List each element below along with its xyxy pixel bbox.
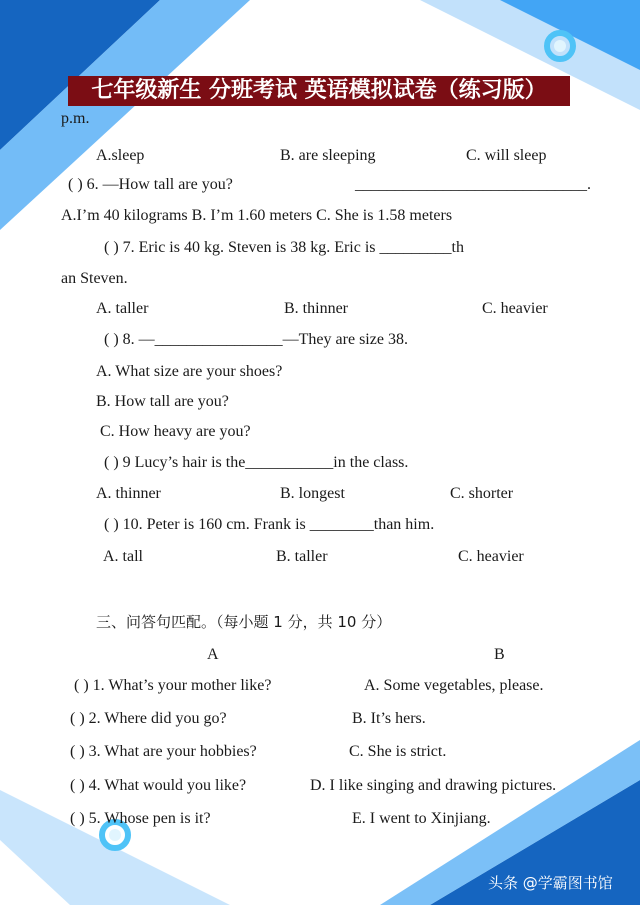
question-6-answer-blank: _____________________________. (355, 176, 591, 193)
section-3-heading: 三、问答句匹配。（每小题 1 分，共 10 分） (96, 613, 392, 631)
option-c-heavier-10: C. heavier (458, 548, 524, 565)
option-b-longest: B. longest (280, 485, 345, 502)
question-7-continued: an Steven. (61, 270, 128, 287)
option-a-what-size: A. What size are your shoes? (96, 363, 283, 380)
line-pm: p.m. (61, 110, 90, 127)
question-8: ( ) 8. —________________—They are size 38. (104, 331, 408, 348)
option-a-taller: A. taller (96, 300, 149, 317)
option-a-tall: A. tall (103, 548, 143, 565)
match-question-2: ( ) 2. Where did you go? (70, 710, 227, 727)
match-answer-a: A. Some vegetables, please. (364, 677, 544, 694)
option-c-how-heavy: C. How heavy are you? (100, 423, 251, 440)
column-a-header: A (207, 646, 219, 663)
option-b-are-sleeping: B. are sleeping (280, 147, 376, 164)
match-answer-e: E. I went to Xinjiang. (352, 810, 491, 827)
column-b-header: B (494, 646, 505, 663)
option-a-sleep: A.sleep (96, 147, 145, 164)
option-b-thinner: B. thinner (284, 300, 348, 317)
watermark-text: 头条 @学霸图书馆 (488, 874, 613, 892)
question-9: ( ) 9 Lucy’s hair is the___________in the class. (104, 454, 409, 471)
option-b-how-tall: B. How tall are you? (96, 393, 229, 410)
match-question-5: ( ) 5. Whose pen is it? (70, 810, 211, 827)
option-c-heavier: C. heavier (482, 300, 548, 317)
option-c-shorter: C. shorter (450, 485, 514, 502)
match-question-3: ( ) 3. What are your hobbies? (70, 743, 257, 760)
option-a-thinner: A. thinner (96, 485, 161, 502)
option-c-will-sleep: C. will sleep (466, 147, 547, 164)
question-7: ( ) 7. Eric is 40 kg. Steven is 38 kg. Eric is _________th (104, 239, 464, 256)
match-answer-d: D. I like singing and drawing pictures. (310, 777, 557, 794)
question-6-options: A.I’m 40 kilograms B. I’m 1.60 meters C. She is 1.58 meters (61, 207, 453, 224)
match-question-1: ( ) 1. What’s your mother like? (74, 677, 272, 694)
match-question-4: ( ) 4. What would you like? (70, 777, 247, 794)
question-10: ( ) 10. Peter is 160 cm. Frank is ________than him. (104, 516, 435, 533)
question-6: ( ) 6. —How tall are you? (68, 176, 233, 193)
option-b-taller: B. taller (276, 548, 328, 565)
match-answer-b: B. It’s hers. (352, 710, 426, 727)
match-answer-c: C. She is strict. (349, 743, 447, 760)
page-title-banner: 七年级新生 分班考试 英语模拟试卷（练习版） (68, 76, 570, 106)
